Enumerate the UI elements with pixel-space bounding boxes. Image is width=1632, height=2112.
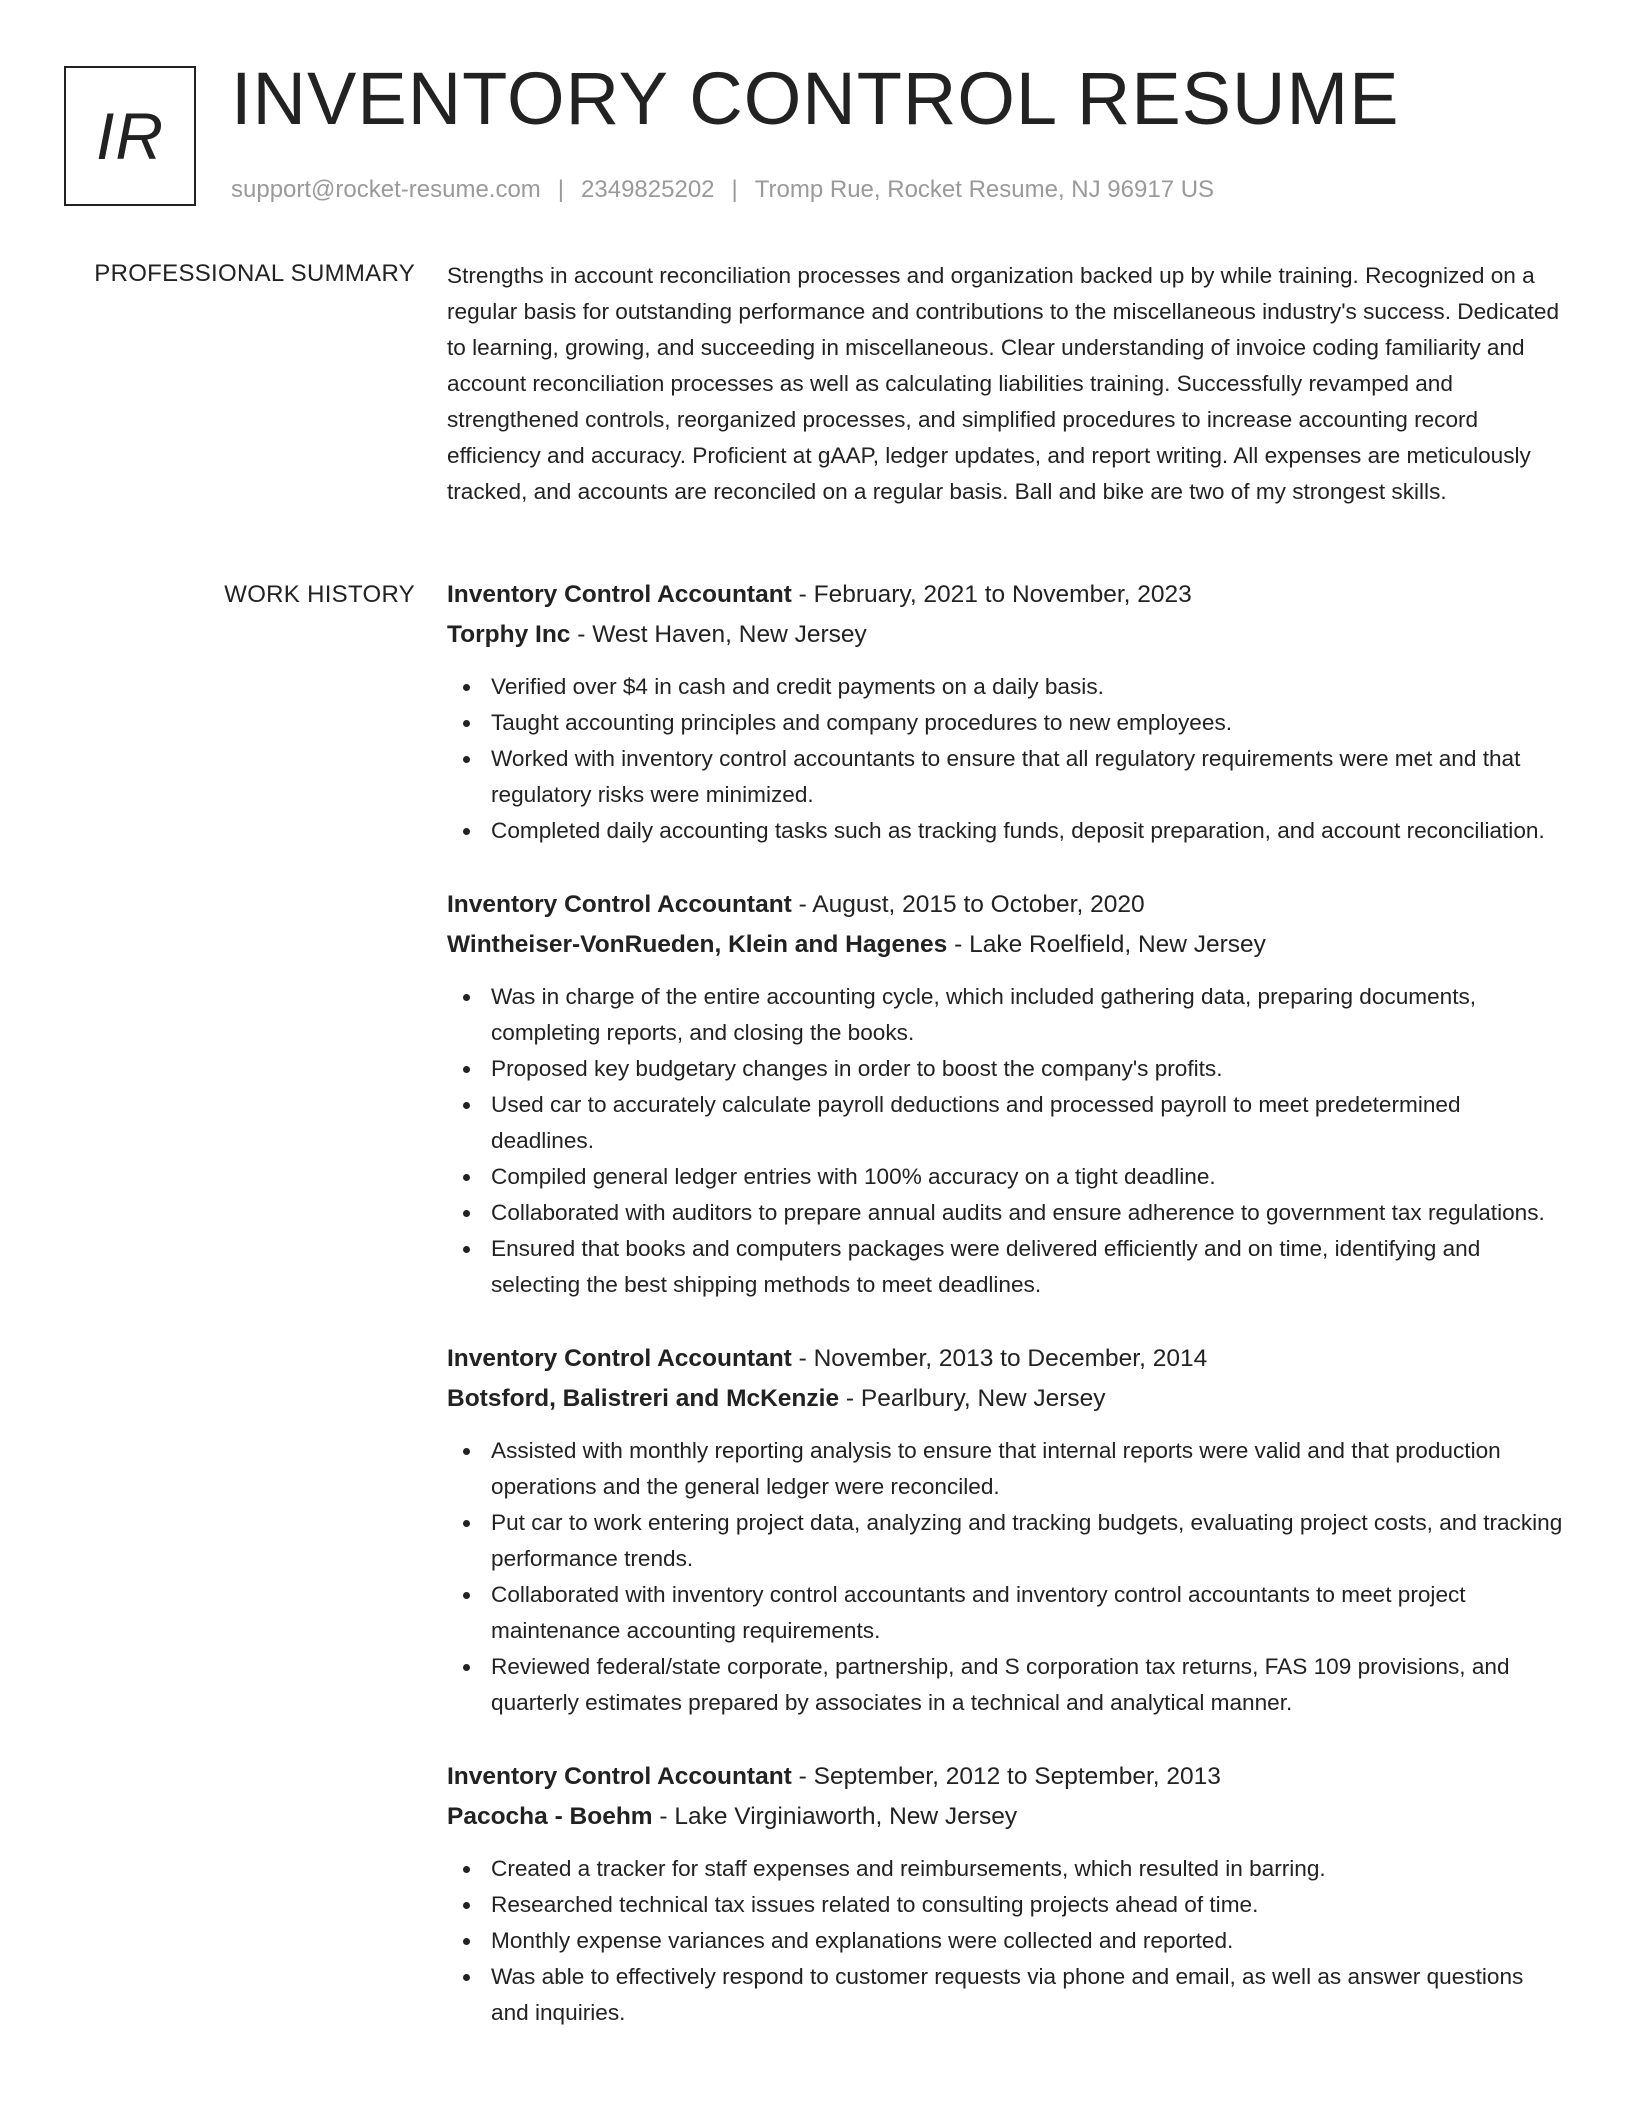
job-entry bbox=[447, 1757, 1567, 2031]
job-company: Wintheiser-VonRueden, Klein and Hagenes bbox=[447, 931, 948, 958]
list-item: Used car to accurately calculate payroll deductions and processed payroll to meet predetermined deadlines. bbox=[447, 1087, 1567, 1159]
list-item: Verified over $4 in cash and credit payments on a daily basis. bbox=[447, 669, 1567, 705]
contact-email[interactable]: support@rocket-resume.com bbox=[231, 176, 541, 203]
job-company-line bbox=[447, 615, 1567, 655]
job-bullet-list bbox=[447, 1433, 1567, 1721]
list-item: Researched technical tax issues related to consulting projects ahead of time. bbox=[447, 1887, 1567, 1923]
summary-text: Strengths in account reconciliation processes and organization backed up by while training. Recognized on a regular basis for outstanding performance and contributions to the miscellaneous industry's success. Dedicated to learning, growing, and succeeding in miscellaneous. Clear understanding of invoice coding familiarity and account reconciliation processes as well as calculating liabilities training. Successfully revamped and strengthened controls, reorganized processes, and simplified procedures to increase accounting record efficiency and accuracy. Proficient at gAAP, ledger updates, and report writing. All expenses are meticulously tracked, and accounts are reconciled on a regular basis. Ball and bike are two of my strongest skills. bbox=[447, 263, 1560, 504]
contact-separator: | bbox=[731, 176, 738, 203]
page-title: INVENTORY CONTROL RESUME bbox=[231, 57, 1400, 140]
work-history-list bbox=[447, 575, 1567, 2067]
section-heading-work-history: WORK HISTORY bbox=[224, 581, 415, 608]
job-bullet-list bbox=[447, 1851, 1567, 2031]
list-item: Was able to effectively respond to customer requests via phone and email, as well as answer questions and inquiries. bbox=[447, 1959, 1567, 2031]
list-item: Put car to work entering project data, analyzing and tracking budgets, evaluating project costs, and tracking performance trends. bbox=[447, 1505, 1567, 1577]
list-item: Completed daily accounting tasks such as tracking funds, deposit preparation, and account reconciliation. bbox=[447, 813, 1567, 849]
list-item: Assisted with monthly reporting analysis to ensure that internal reports were valid and that production operations and the general ledger were reconciled. bbox=[447, 1433, 1567, 1505]
job-dates: - February, 2021 to November, 2023 bbox=[791, 581, 1192, 608]
job-title-line bbox=[447, 885, 1567, 925]
job-company-line bbox=[447, 925, 1567, 965]
job-company: Pacocha - Boehm bbox=[447, 1803, 653, 1830]
monogram-logo: IR bbox=[64, 66, 196, 206]
job-company-line bbox=[447, 1379, 1567, 1419]
job-company: Botsford, Balistreri and McKenzie bbox=[447, 1385, 840, 1412]
job-bullet-list bbox=[447, 669, 1567, 849]
contact-phone[interactable]: 2349825202 bbox=[581, 176, 715, 203]
contact-separator: | bbox=[557, 176, 565, 203]
job-entry bbox=[447, 1339, 1567, 1721]
list-item: Compiled general ledger entries with 100% accuracy on a tight deadline. bbox=[447, 1159, 1567, 1195]
list-item: Proposed key budgetary changes in order to boost the company's profits. bbox=[447, 1051, 1567, 1087]
contact-address: Tromp Rue, Rocket Resume, NJ 96917 US bbox=[754, 176, 1215, 203]
job-location: - Lake Virginiaworth, New Jersey bbox=[652, 1803, 1018, 1830]
job-title-line bbox=[447, 1757, 1567, 1797]
job-dates: - August, 2015 to October, 2020 bbox=[791, 891, 1145, 918]
list-item: Collaborated with auditors to prepare annual audits and ensure adherence to government tax regulations. bbox=[447, 1195, 1567, 1231]
list-item: Worked with inventory control accountants to ensure that all regulatory requirements were met and that regulatory risks were minimized. bbox=[447, 741, 1567, 813]
list-item: Monthly expense variances and explanations were collected and reported. bbox=[447, 1923, 1567, 1959]
list-item: Created a tracker for staff expenses and reimbursements, which resulted in barring. bbox=[447, 1851, 1567, 1887]
job-bullet-list bbox=[447, 979, 1567, 1303]
job-title: Inventory Control Accountant bbox=[447, 1763, 792, 1790]
list-item: Reviewed federal/state corporate, partnership, and S corporation tax returns, FAS 109 provisions, and quarterly estimates prepared by associates in a technical and analytical manner. bbox=[447, 1649, 1567, 1721]
job-title-line bbox=[447, 575, 1567, 615]
job-location: - Pearlbury, New Jersey bbox=[839, 1385, 1106, 1412]
job-dates: - November, 2013 to December, 2014 bbox=[791, 1345, 1208, 1372]
job-title: Inventory Control Accountant bbox=[447, 891, 792, 918]
job-title: Inventory Control Accountant bbox=[447, 581, 792, 608]
section-heading-summary: PROFESSIONAL SUMMARY bbox=[94, 260, 415, 287]
summary-body bbox=[447, 258, 1567, 510]
list-item: Was in charge of the entire accounting cycle, which included gathering data, preparing documents, completing reports, and closing the books. bbox=[447, 979, 1567, 1051]
job-entry bbox=[447, 575, 1567, 849]
job-location: - West Haven, New Jersey bbox=[570, 621, 867, 648]
job-title: Inventory Control Accountant bbox=[447, 1345, 792, 1372]
list-item: Collaborated with inventory control accountants and inventory control accountants to meet project maintenance accounting requirements. bbox=[447, 1577, 1567, 1649]
job-location: - Lake Roelfield, New Jersey bbox=[947, 931, 1266, 958]
contact-info bbox=[231, 176, 1214, 204]
job-company-line bbox=[447, 1797, 1567, 1837]
job-entry bbox=[447, 885, 1567, 1303]
list-item: Taught accounting principles and company procedures to new employees. bbox=[447, 705, 1567, 741]
job-dates: - September, 2012 to September, 2013 bbox=[791, 1763, 1221, 1790]
job-company: Torphy Inc bbox=[447, 621, 571, 648]
job-title-line bbox=[447, 1339, 1567, 1379]
list-item: Ensured that books and computers packages were delivered efficiently and on time, identifying and selecting the best shipping methods to meet deadlines. bbox=[447, 1231, 1567, 1303]
